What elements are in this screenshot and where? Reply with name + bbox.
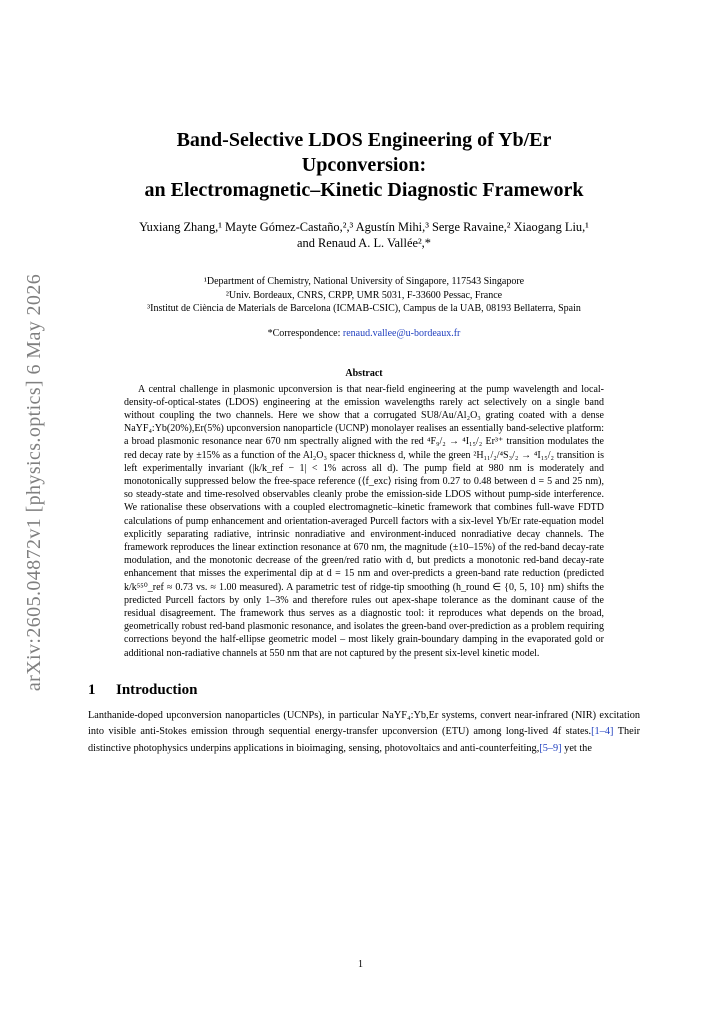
section-number: 1 <box>88 681 96 698</box>
intro-text-2: Their distinctive photophysics underpins applications in bioimaging, sensing, photovoltaics and anti-counterfeiting, <box>88 726 641 754</box>
affiliation-2: ²Univ. Bordeaux, CNRS, CRPP, UMR 5031, F-33600 Pessac, France <box>225 289 503 301</box>
affiliation-1: ¹Department of Chemistry, National University of Singapore, 117543 Singapore <box>203 276 525 287</box>
arxiv-stamp-text: arXiv:2605.04872v1 [physics.optics] 6 May 2026 <box>23 273 46 691</box>
paper-title <box>88 128 640 203</box>
intro-paragraph <box>88 708 640 758</box>
abstract-heading: Abstract <box>345 367 383 379</box>
intro-text-1: Lanthanide-doped upconversion nanoparticles (UCNPs), in particular NaYF₄:Yb,Er systems, convert near-infrared (NIR) excitation into visible anti-Stokes emission through sequential energy-transfer upconversion (ETU) among long-lived 4f states. <box>88 709 640 738</box>
correspondence <box>88 328 640 339</box>
affiliation-3: ³Institut de Ciència de Materials de Barcelona (ICMAB-CSIC), Campus de la UAB, 08193 Bellaterra, Spain <box>147 303 581 314</box>
correspondence-label: *Correspondence: <box>267 327 343 339</box>
abstract-text: A central challenge in plasmonic upconversion is that near-field engineering at the pump wavelength and local-density-of-optical-states (LDOS) engineering at the emission wavelengths rarely act selectively on a single band without coupling the two channels. Here we show that a corrugated SU8/Au/Al₂O₃ grating coated with a dense NaYF₄:Yb(20%),Er(5%) upconversion nanoparticle (UCNP) monolayer realises an essentially band-selective platform: a broad plasmonic resonance near 670 nm spectrally aligned with the red ⁴F₉/₂ → ⁴I₁₅/₂ Er³⁺ transition modulates the red decay rate by ±15% as a function of the Al₂O₃ spacer thickness d, while the green ²H₁₁/₂/⁴S₃/₂ → ⁴I₁₅/₂ transition is left experimentally invariant (|k/k_ref − 1| < 1% across all d). The pump field at 980 nm is moderately and monotonically suppressed below the free-space reference (⟨f_exc⟩ rising from 0.27 to 0.48 between d = 5 and 25 nm), so steady-state and time-resolved observables cleanly probe the emission-side LDOS without pump-side interference. We rationalise these observations with a coupled electromagnetic–kinetic framework that combines full-wave FDTD calculations of pump enhancement and orientation-averaged Purcell factors with a six-level Yb/Er rate-equation model explicitly separating radiative, intrinsic nonradiative and environment-induced nonradiative decay channels. The framework reproduces the linear extinction resonance at 670 nm, the magnitude (±10–15%) of the red-band decay-rate modulation, and the monotonic decrease of the green/red ratio with d, but predicts a monotonic red-band decay-rate enhancement that misses the experimental dip at d = 15 nm and over-predicts a green-band rate reduction (predicted k/k⁵⁵⁰_ref ≈ 0.73 vs. ≈ 1.00 measured). A parametric test of ridge-tip smoothing (h_round ∈ {0, 5, 10} nm) shifts the predicted Purcell factors by only 1–3% and therefore rules out apex-shape tolerance as the dominant cause of the residual disagreement. The framework thus serves as a diagnostic tool: it reproduces what depends on the broad, geometrically robust red-band plasmonic resonance, and isolates the green-band over-prediction as a problem requiring corrections beyond the half-ellipse geometric model – most likely grain-boundary damping in the evaporated gold or additional non-radiative channels at 550 nm that are not captured by the present six-level kinetic model. <box>124 383 604 659</box>
section-title: Introduction <box>116 681 198 698</box>
intro-text-3: yet the <box>561 742 592 754</box>
author-list <box>88 219 640 251</box>
paper-page <box>88 128 640 757</box>
authors-line-2: and Renaud A. L. Vallée²,* <box>297 236 431 250</box>
arxiv-stamp <box>20 262 50 702</box>
citation-link-1[interactable]: [1–4] <box>591 726 614 738</box>
correspondence-email-link[interactable]: renaud.vallee@u-bordeaux.fr <box>342 327 461 339</box>
title-line-3: an Electromagnetic–Kinetic Diagnostic Framework <box>144 179 584 201</box>
page-number: 1 <box>358 959 363 970</box>
citation-link-2[interactable]: [5–9] <box>539 742 562 754</box>
title-line-1: Band-Selective LDOS Engineering of Yb/Er <box>176 129 552 151</box>
authors-line-1: Yuxiang Zhang,¹ Mayte Gómez-Castaño,²,³ Agustín Mihi,³ Serge Ravaine,² Xiaogang Liu,¹ <box>139 220 589 234</box>
affiliations <box>88 275 640 316</box>
title-line-2: Upconversion: <box>301 154 427 176</box>
section-heading <box>88 682 640 699</box>
